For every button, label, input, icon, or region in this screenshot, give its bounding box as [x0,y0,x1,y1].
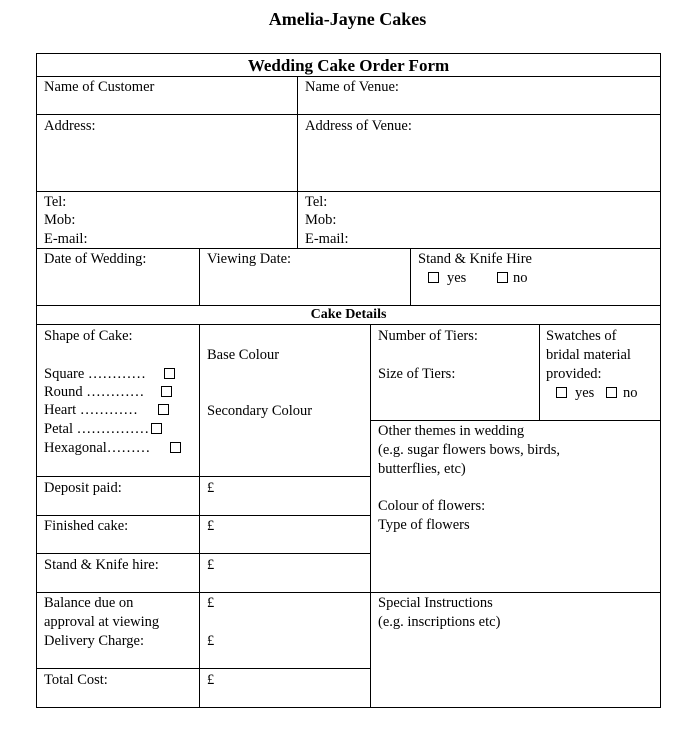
stand-knife-no-checkbox[interactable] [497,272,508,283]
row-divider [36,592,661,593]
swatches-no-checkbox[interactable] [606,387,617,398]
shape-option-label: Round ………… [44,384,145,400]
colour-of-flowers-label: Colour of flowers: [378,498,486,514]
form-border-left [36,53,37,708]
shape-of-cake-label: Shape of Cake: [44,328,133,344]
currency-symbol: £ [207,518,215,534]
type-of-flowers-label: Type of flowers [378,517,470,533]
swatches-yes-checkbox[interactable] [556,387,567,398]
balance-due-label: approval at viewing [44,614,160,630]
currency-symbol: £ [207,672,215,688]
swatches-label: bridal material [546,347,631,363]
balance-due-label: Balance due on [44,595,134,611]
other-themes-label: butterflies, etc) [378,461,466,477]
date-of-wedding-label: Date of Wedding: [44,251,147,267]
form-heading: Wedding Cake Order Form [247,56,450,75]
venue-email-label: E-mail: [305,231,349,247]
row-divider [36,248,661,249]
swatches-yes-label: yes [575,385,595,401]
column-divider [199,248,200,306]
currency-symbol: £ [207,557,215,573]
form-border-bottom [36,707,661,708]
stand-knife-yes-label: yes [447,270,467,286]
shape-option-label: Petal …………… [44,421,150,437]
shape-heart-checkbox[interactable] [158,404,169,415]
other-themes-label: Other themes in wedding [378,423,525,439]
venue-tel-label: Tel: [305,194,328,210]
row-divider [36,553,370,554]
column-divider [410,248,411,306]
special-instructions-label: Special Instructions [378,595,493,611]
form-border-top [36,53,661,54]
total-cost-label: Total Cost: [44,672,108,688]
other-themes-label: (e.g. sugar flowers bows, birds, [378,442,561,458]
row-divider [36,668,370,669]
column-divider [539,324,540,421]
finished-cake-label: Finished cake: [44,518,129,534]
shape-option-label: Heart ………… [44,402,138,418]
size-of-tiers-label: Size of Tiers: [378,366,456,382]
customer-email-label: E-mail: [44,231,88,247]
column-divider [297,76,298,249]
stand-knife-hire-cost-label: Stand & Knife hire: [44,557,159,573]
row-divider [36,515,370,516]
row-divider [36,76,661,77]
shape-petal-checkbox[interactable] [151,423,162,434]
stand-knife-yes-checkbox[interactable] [428,272,439,283]
shape-hexagonal-checkbox[interactable] [170,442,181,453]
column-divider [199,324,200,708]
row-divider [370,420,661,421]
venue-mob-label: Mob: [305,212,337,228]
secondary-colour-label: Secondary Colour [207,403,313,419]
column-divider [370,324,371,708]
customer-tel-label: Tel: [44,194,67,210]
customer-name-label: Name of Customer [44,79,155,95]
venue-address-label: Address of Venue: [305,118,412,134]
currency-symbol: £ [207,595,215,611]
shape-square-checkbox[interactable] [164,368,175,379]
stand-knife-hire-label: Stand & Knife Hire [418,251,532,267]
venue-name-label: Name of Venue: [305,79,399,95]
delivery-charge-label: Delivery Charge: [44,633,144,649]
swatches-label: Swatches of [546,328,617,344]
number-of-tiers-label: Number of Tiers: [378,328,478,344]
currency-symbol: £ [207,480,215,496]
swatches-label: provided: [546,366,602,382]
stand-knife-no-label: no [513,270,528,286]
shape-round-checkbox[interactable] [161,386,172,397]
form-border-right [660,53,661,708]
cake-details-heading: Cake Details [310,307,387,322]
row-divider [36,191,661,192]
row-divider [36,324,661,325]
special-instructions-label: (e.g. inscriptions etc) [378,614,501,630]
row-divider [36,476,370,477]
customer-address-label: Address: [44,118,96,134]
base-colour-label: Base Colour [207,347,280,363]
currency-symbol: £ [207,633,215,649]
viewing-date-label: Viewing Date: [207,251,292,267]
shape-option-label: Square ………… [44,366,146,382]
shape-option-label: Hexagonal……… [44,440,151,456]
page-title: Amelia-Jayne Cakes [268,9,427,29]
customer-mob-label: Mob: [44,212,76,228]
swatches-no-label: no [623,385,638,401]
row-divider [36,114,661,115]
deposit-paid-label: Deposit paid: [44,480,122,496]
